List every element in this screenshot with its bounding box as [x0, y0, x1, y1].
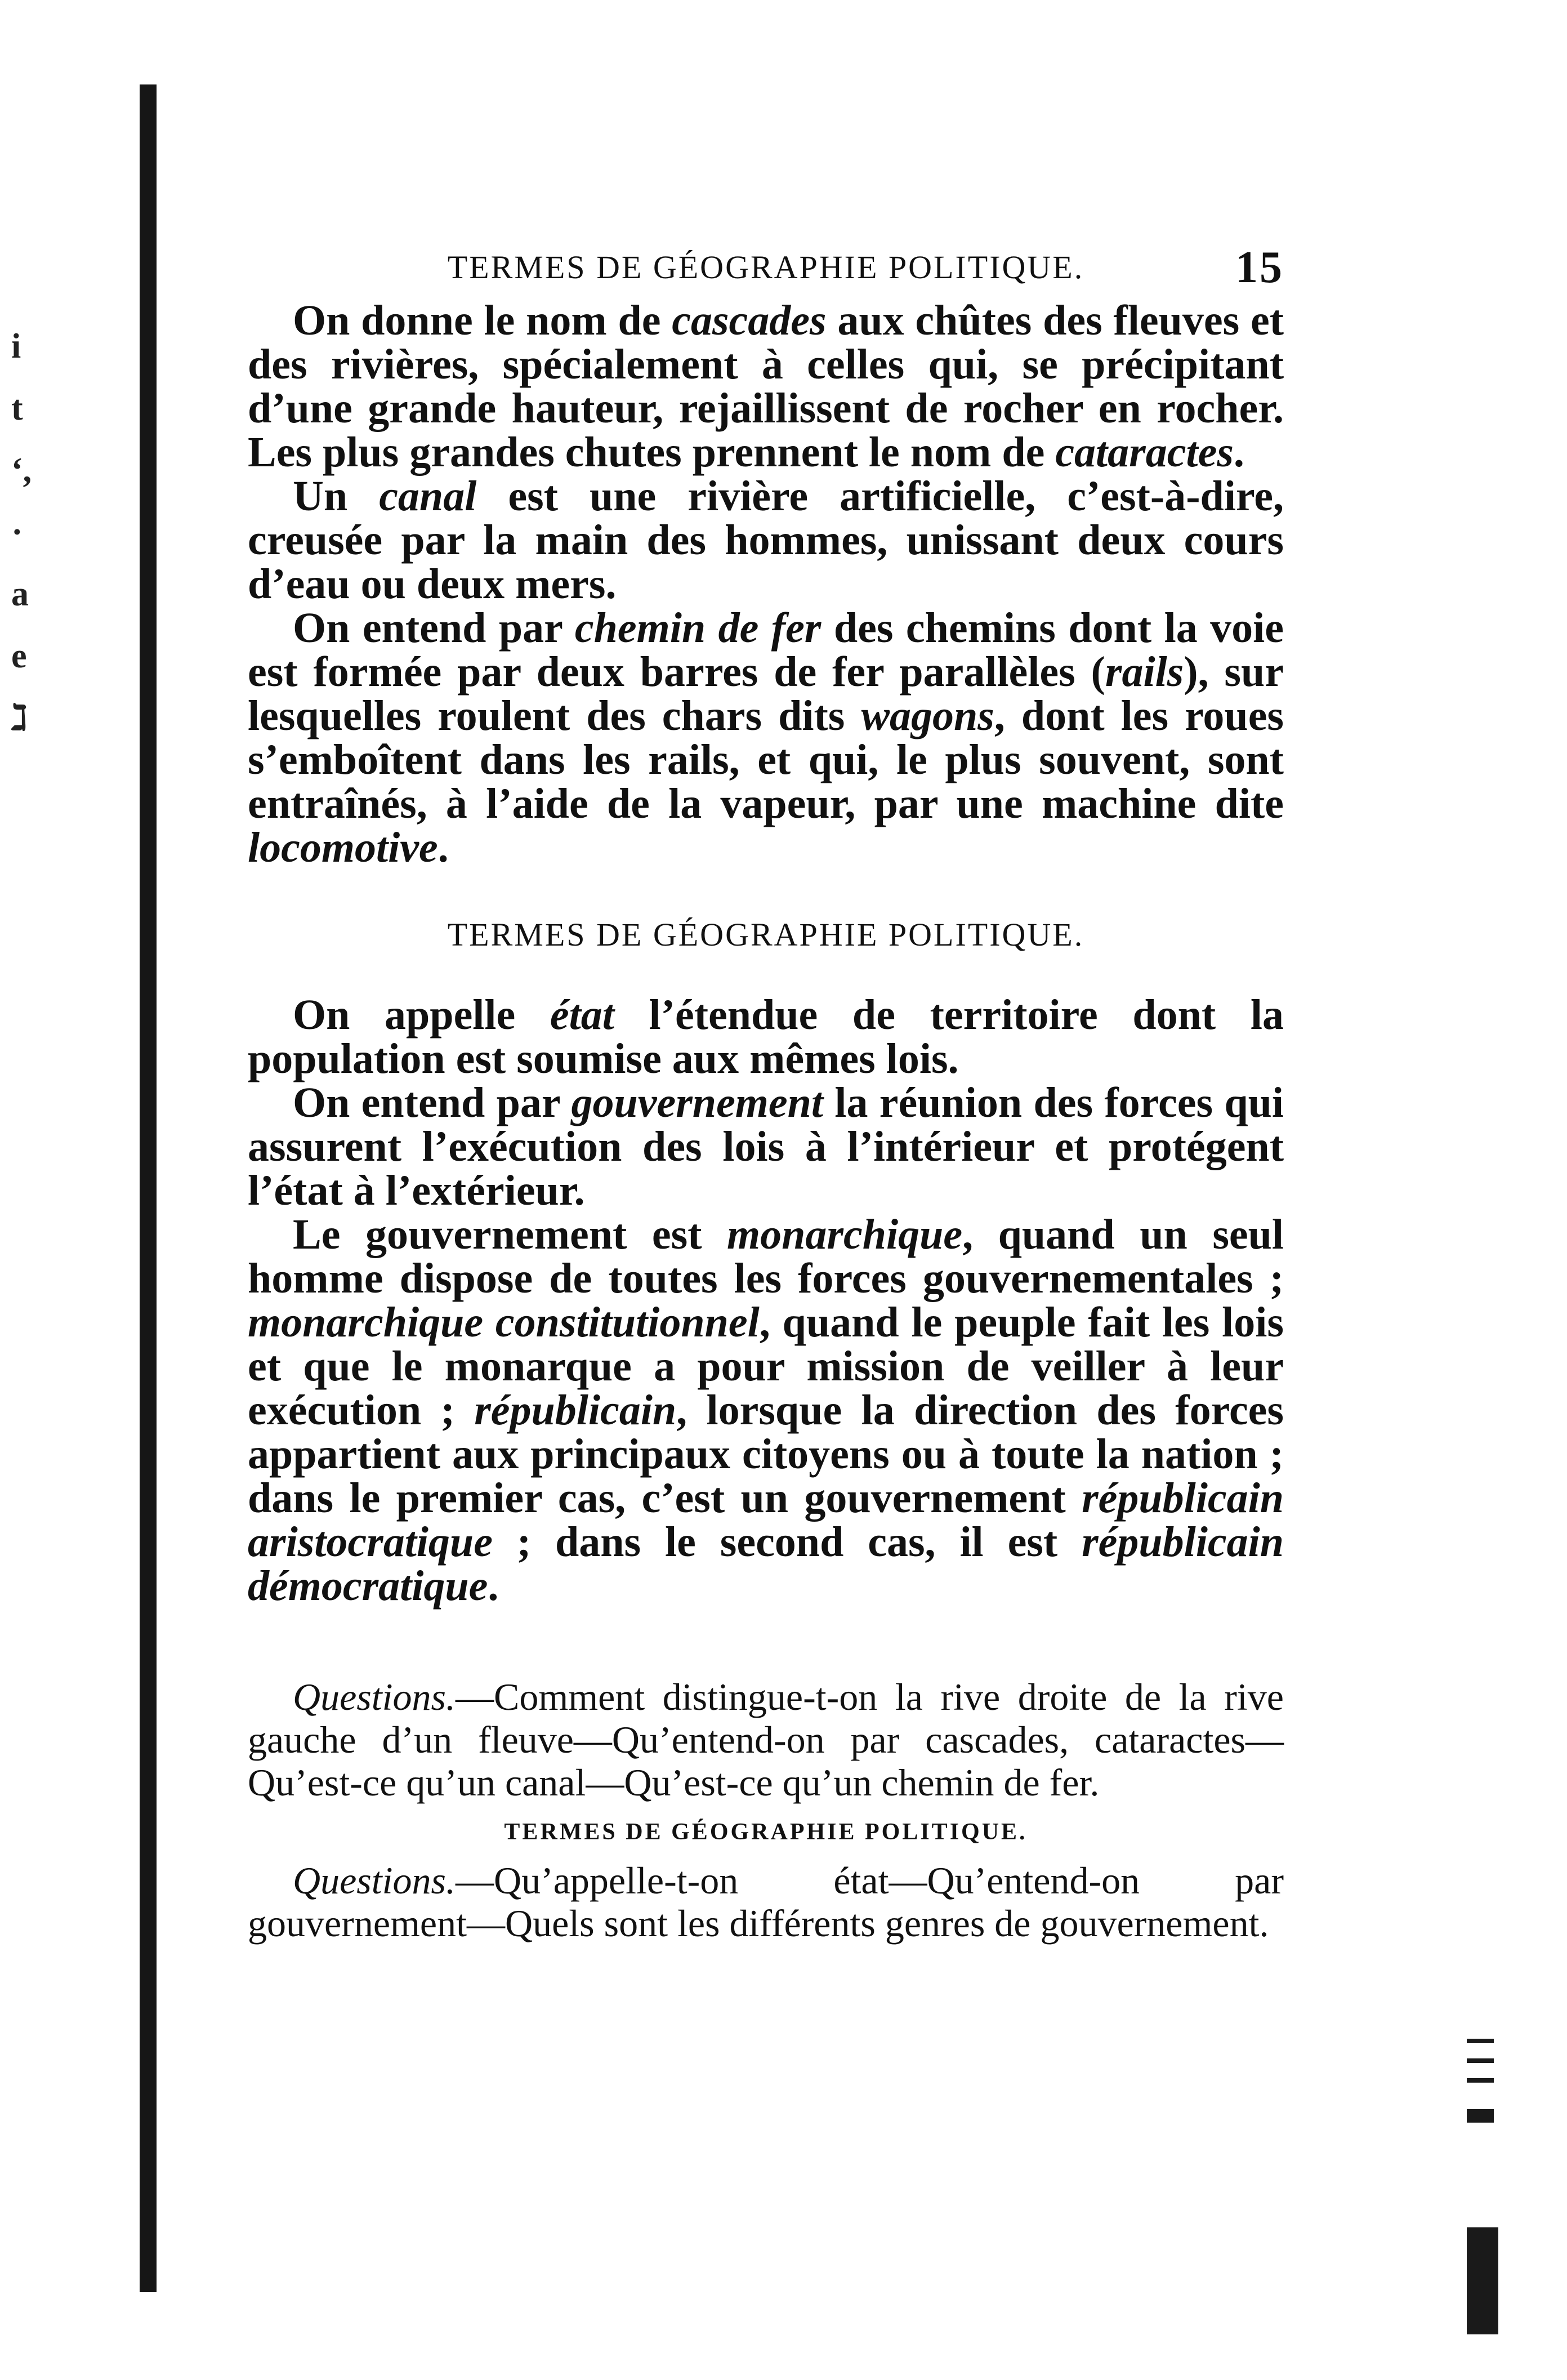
text-run: la réunion des forces qui assurent l’exécution des lois à l’intérieur et protégent l’état à l’extérieur. — [248, 1079, 1284, 1214]
paragraph — [248, 1213, 1284, 1608]
gutter-fragment-letters — [11, 315, 45, 749]
text-run: ; dans le second cas, il est — [492, 1518, 1082, 1566]
italic-term: monarchique — [727, 1211, 963, 1258]
italic-term: cataractes — [1055, 429, 1234, 476]
scan-edge-mark — [1467, 2058, 1494, 2063]
italic-term: rails — [1105, 648, 1184, 696]
text-run: On entend par — [293, 1079, 572, 1126]
text-run: On donne le nom de — [293, 297, 672, 344]
italic-term: Questions. — [293, 1675, 456, 1718]
text-run: . — [437, 824, 449, 871]
italic-term: républicain aristocratique — [248, 1474, 1284, 1566]
gutter-letter: e — [11, 637, 27, 675]
running-title: TERMES DE GÉOGRAPHIE POLITIQUE. — [447, 249, 1084, 286]
italic-term: républicain démocratique — [248, 1518, 1284, 1610]
italic-term: canal — [379, 473, 477, 520]
text-run: , lorsque la direction des forces appartient aux principaux citoyens ou à toute la nation ; dans le premier cas, c’est un gouvernement — [248, 1387, 1284, 1522]
binding-gutter — [140, 84, 157, 2292]
questions-heading: TERMES DE GÉOGRAPHIE POLITIQUE. — [504, 1819, 1028, 1845]
text-run: aux chûtes des fleuves et des rivières, spécialement à celles qui, se précipitant d’une grande hauteur, rejaillissent de rocher en rocher. Les plus grandes chutes prennent le nom de — [248, 297, 1284, 476]
questions-block — [248, 1675, 1284, 1804]
italic-term: Questions. — [293, 1859, 456, 1902]
text-run: On entend par — [293, 604, 575, 652]
paragraph — [248, 993, 1284, 1081]
political-geography-text — [248, 993, 1284, 1608]
italic-term: monarchique constitutionnel — [248, 1299, 760, 1346]
questions-paragraph — [248, 1859, 1284, 1945]
section-heading: TERMES DE GÉOGRAPHIE POLITIQUE. — [447, 916, 1084, 953]
text-run: . — [488, 1562, 499, 1610]
book-page — [248, 237, 1284, 1945]
physical-geography-text — [248, 298, 1284, 870]
running-head — [248, 237, 1284, 298]
paragraph — [248, 474, 1284, 606]
questions-block — [248, 1859, 1284, 1945]
text-run: . — [1233, 429, 1244, 476]
gutter-letter: · — [11, 513, 23, 551]
page-number: 15 — [1235, 243, 1284, 292]
questions-paragraph — [248, 1675, 1284, 1804]
text-run: est une rivière artificielle, c’est-à-dire, creusée par la main des hommes, unissant deux cours d’eau ou deux mers. — [248, 473, 1284, 608]
text-run: On appelle — [293, 991, 550, 1039]
text-run: des chemins dont la voie est formée par deux barres de fer parallèles ( — [248, 604, 1284, 696]
scan-edge-mark — [1467, 2039, 1494, 2043]
gutter-letter: a — [11, 575, 29, 613]
paragraph — [248, 1081, 1284, 1213]
text-run: l’étendue de territoire dont la population est soumise aux mêmes lois. — [248, 991, 1284, 1082]
italic-term: chemin de fer — [574, 604, 822, 652]
text-run: Un — [293, 473, 380, 520]
gutter-letter: ℷ — [11, 699, 28, 737]
text-run: —Qu’appelle-t-on état—Qu’entend-on par gouvernement—Quels sont les différents genres de gouvernement. — [248, 1859, 1284, 1945]
gutter-letter: ‘, — [11, 451, 32, 489]
paragraph — [248, 298, 1284, 474]
italic-term: wagons — [861, 692, 994, 739]
paragraph — [248, 606, 1284, 870]
italic-term: cascades — [672, 297, 827, 344]
text-run: , quand le peuple fait les lois et que le monarque a pour mission de veiller à leur exécution ; — [248, 1299, 1284, 1434]
text-run: —Comment distingue-t-on la rive droite de la rive gauche d’un fleuve—Qu’entend-on par cascades, cataractes—Qu’est-ce qu’un canal—Qu’est-ce qu’un chemin de fer. — [248, 1675, 1284, 1804]
gutter-letter: t — [11, 389, 23, 427]
text-run: ), sur lesquelles roulent des chars dits — [248, 648, 1284, 739]
text-run: , dont les roues s’emboîtent dans les rails, et qui, le plus souvent, sont entraînés, à l’aide de la vapeur, par une machine dite — [248, 692, 1284, 827]
italic-term: état — [550, 991, 614, 1039]
scan-edge-mark — [1467, 2078, 1494, 2083]
italic-term: locomotive — [248, 824, 438, 871]
text-run: , quand un seul homme dispose de toutes les forces gouvernementales ; — [248, 1211, 1284, 1302]
scan-edge-mark — [1467, 2227, 1498, 2334]
text-run: Le gouvernement est — [293, 1211, 727, 1258]
italic-term: gouvernement — [571, 1079, 824, 1126]
gutter-letter: i — [11, 327, 21, 366]
italic-term: républicain — [474, 1387, 677, 1434]
scan-edge-mark — [1467, 2109, 1494, 2123]
